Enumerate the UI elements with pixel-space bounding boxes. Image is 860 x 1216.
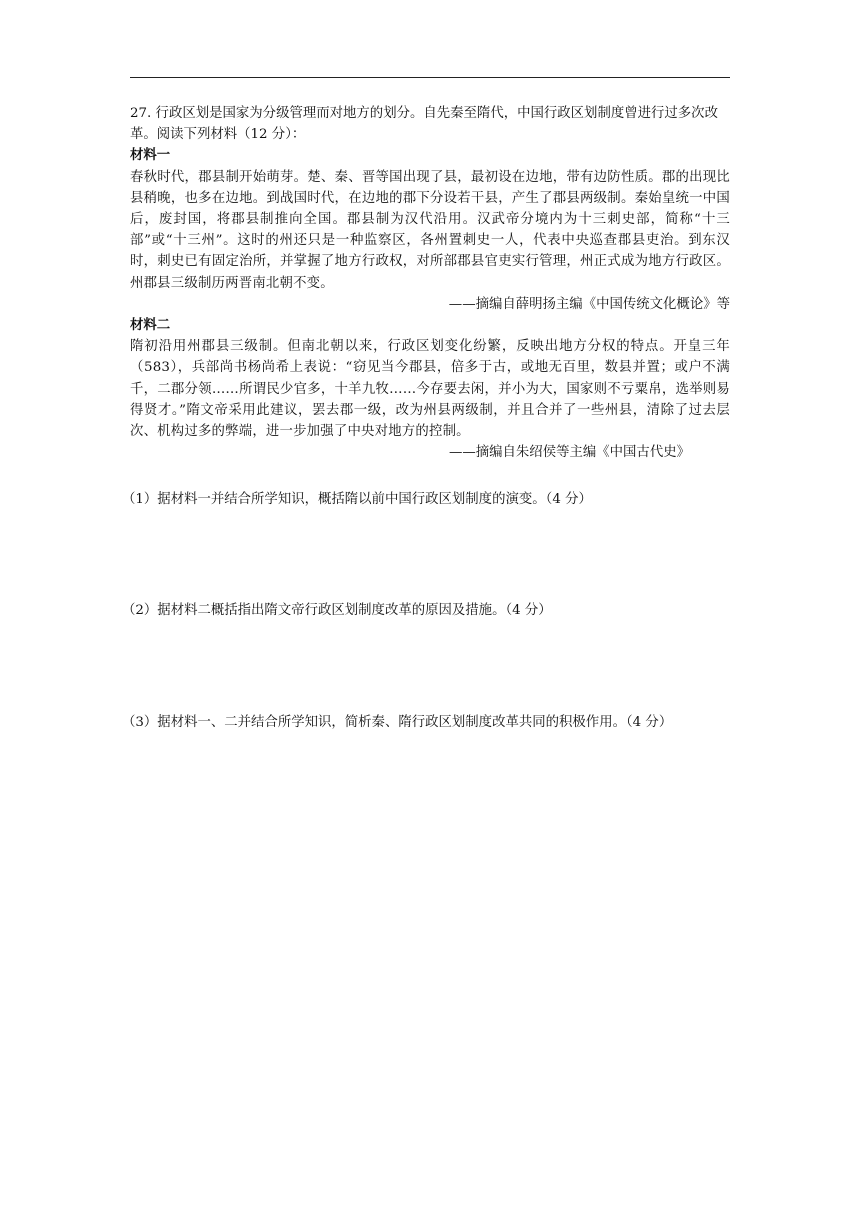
material-2-label: 材料二 (130, 318, 171, 334)
question-27 (122, 103, 730, 730)
header-rule (130, 77, 730, 78)
material-1-source: ——摘编自薛明扬主编《中国传统文化概论》等 (448, 296, 730, 312)
sub-question-3: （3）据材料一、二并结合所学知识，简析秦、隋行政区划制度改革共同的积极作用。（4 分） (122, 715, 673, 730)
material-2-text: 隋初沿用州郡县三级制。但南北朝以来，行政区划变化纷繁，反映出地方分权的特点。开皇三年（583），兵部尚书杨尚希上表说：“窃见当今郡县，倍多于古，或地无百里，数县并置；或户不满千，二郡分领……所谓民少官多，十羊九牧……今存要去闲，并小为大，国家则不亏粟帛，选举则易得贤才。”隋文帝采用此建议，罢去郡一级，改为州县两级制，并且合并了一些州县，清除了过去层次、机构过多的弊端，进一步加强了中央对地方的控制。 (130, 339, 730, 440)
material-1-text: 春秋时代，郡县制开始萌芽。楚、秦、晋等国出现了县，最初设在边地，带有边防性质。郡的出现比县稍晚，也多在边地。到战国时代，在边地的郡下分设若干县，产生了郡县两级制。秦始皇统一中国后，废封国，将郡县制推向全国。郡县制为汉代沿用。汉武帝分境内为十三刺史部，简称“十三部”或“十三州”。这时的州还只是一种监察区，各州置刺史一人，代表中央巡查郡县吏治。到东汉时，刺史已有固定治所，并掌握了地方行政权，对所部郡县官吏实行管理，州正式成为地方行政区。州郡县三级制历两晋南北朝不变。 (130, 169, 730, 291)
material-2-source: ——摘编自朱绍侯等主编《中国古代史》 (448, 445, 690, 461)
sub-question-2: （2）据材料二概括指出隋文帝行政区划制度改革的原因及措施。（4 分） (122, 603, 552, 618)
material-1-label: 材料一 (130, 148, 171, 164)
sub-question-1: （1）据材料一并结合所学知识，概括隋以前中国行政区划制度的演变。（4 分） (122, 492, 592, 507)
question-intro: 27. 行政区划是国家为分级管理而对地方的划分。自先秦至隋代，中国行政区划制度曾进行过多次改革。阅读下列材料（12 分）： (130, 106, 718, 143)
